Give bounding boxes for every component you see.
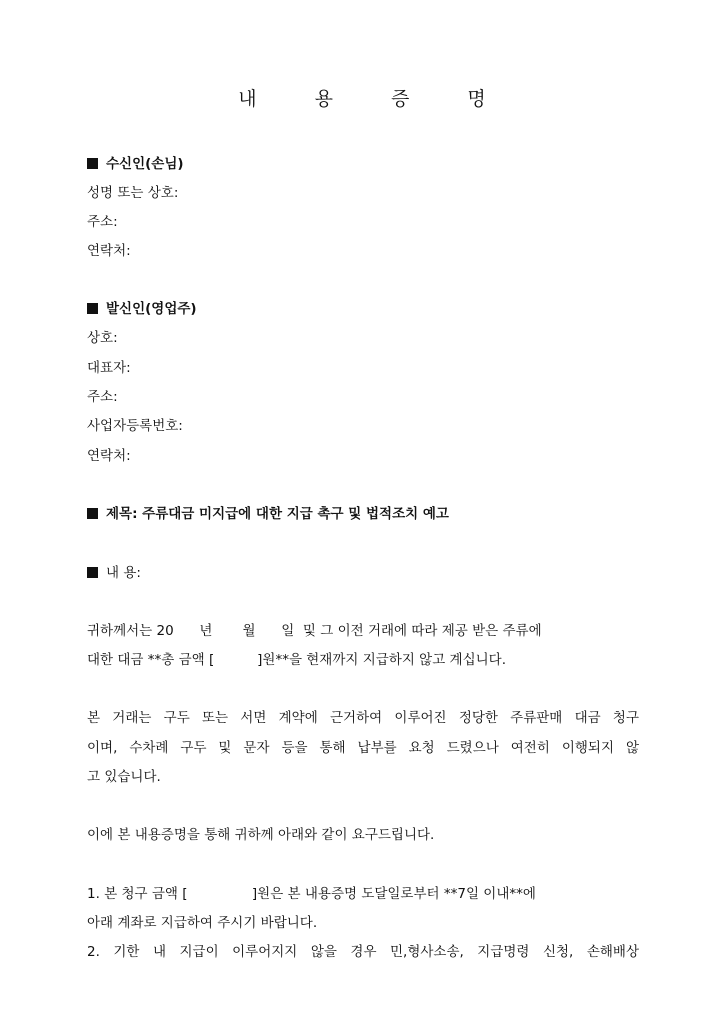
item-1-line-2: 아래 계좌로 지급하여 주시기 바랍니다. (87, 915, 318, 931)
paragraph-2-line-1: 본 거래는 구두 또는 서면 계약에 근거하여 이루어진 정당한 주류판매 대금 청구 (87, 710, 639, 726)
recipient-name-label: 성명 또는 상호: (87, 185, 179, 201)
paragraph-2-line-3: 고 있습니다. (87, 769, 161, 785)
document-title: 내 용 증 명 (238, 88, 512, 110)
square-bullet-icon (87, 508, 98, 519)
sender-heading-text: 발신인(영업주) (106, 301, 197, 317)
sender-business-name-label: 상호: (87, 330, 118, 346)
paragraph-1-line-1: 귀하께서는 20 년 월 일 및 그 이전 거래에 따라 제공 받은 주류에 (87, 623, 542, 639)
subject-heading (87, 504, 639, 524)
recipient-heading-text: 수신인(손님) (106, 156, 184, 172)
paragraph-2-line-2: 이며, 수차례 구두 및 문자 등을 통해 납부를 요청 드렸으나 여전히 이행되지 않 (87, 740, 639, 756)
recipient-address-label: 주소: (87, 214, 118, 230)
square-bullet-icon (87, 158, 98, 169)
item-2-line-1: 2. 기한 내 지급이 이루어지지 않을 경우 민,형사소송, 지급명령 신청, 손해배상 (87, 944, 639, 960)
paragraph-1-line-2: 대한 대금 **총 금액 [ ]원**을 현재까지 지급하지 않고 계십니다. (87, 652, 507, 668)
item-1-line-1: 1. 본 청구 금액 [ ]원은 본 내용증명 도달일로부터 **7일 이내**에 (87, 886, 536, 902)
sender-registration-label: 사업자등록번호: (87, 418, 183, 434)
sender-contact-label: 연락처: (87, 448, 131, 464)
sender-representative-label: 대표자: (87, 360, 131, 376)
sender-address-label: 주소: (87, 389, 118, 405)
subject-heading-text: 제목: 주류대금 미지급에 대한 지급 촉구 및 법적조치 예고 (106, 506, 449, 522)
recipient-contact-label: 연락처: (87, 243, 131, 259)
sender-heading (87, 299, 639, 319)
content-heading (87, 563, 639, 583)
square-bullet-icon (87, 303, 98, 314)
recipient-heading (87, 154, 639, 174)
paragraph-3-line-1: 이에 본 내용증명을 통해 귀하께 아래와 같이 요구드립니다. (87, 827, 435, 843)
content-heading-text: 내 용: (106, 565, 141, 581)
square-bullet-icon (87, 567, 98, 578)
